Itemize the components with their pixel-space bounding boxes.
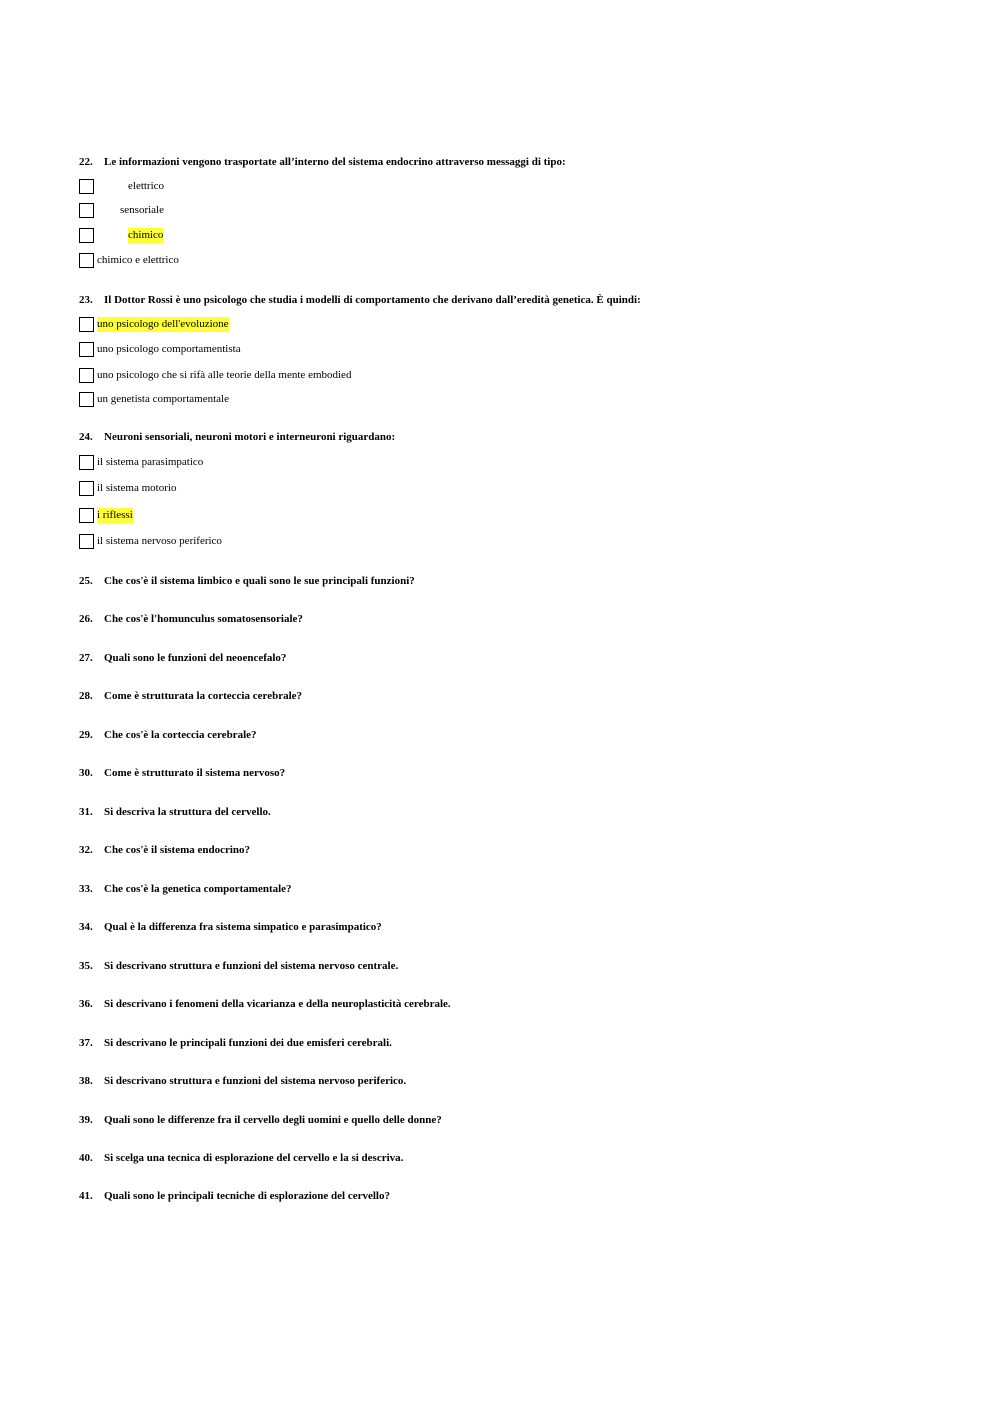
question-text: Si descrivano i fenomeni della vicarianza e della neuroplasticità cerebrale. bbox=[104, 998, 451, 1010]
question-number: 40. bbox=[79, 1152, 93, 1164]
option-label: chimico e elettrico bbox=[97, 254, 179, 266]
question-number: 24. bbox=[79, 431, 93, 443]
question-text: Che cos'è il sistema endocrino? bbox=[104, 844, 251, 856]
open-question-27 bbox=[79, 651, 286, 665]
question-text: Il Dottor Rossi è uno psicologo che studia i modelli di comportamento che derivano dall’eredità genetica. È quindi: bbox=[104, 294, 641, 306]
open-question-26 bbox=[79, 612, 303, 626]
question-number: 38. bbox=[79, 1075, 93, 1087]
open-question-40 bbox=[79, 1151, 403, 1165]
option-label-highlighted: chimico bbox=[128, 229, 164, 241]
open-question-28 bbox=[79, 689, 302, 703]
question-number: 22. bbox=[79, 156, 93, 168]
option-label-highlighted: uno psicologo dell'evoluzione bbox=[97, 318, 229, 330]
question-number: 23. bbox=[79, 294, 93, 306]
question-number: 39. bbox=[79, 1114, 93, 1126]
question-number: 25. bbox=[79, 575, 93, 587]
question-number: 37. bbox=[79, 1037, 93, 1049]
question-number: 34. bbox=[79, 921, 93, 933]
checkbox[interactable] bbox=[79, 203, 94, 218]
question-number: 41. bbox=[79, 1190, 93, 1202]
option-label: uno psicologo che si rifà alle teorie della mente embodied bbox=[97, 369, 352, 381]
checkbox[interactable] bbox=[79, 534, 94, 549]
open-question-38 bbox=[79, 1074, 406, 1088]
checkbox[interactable] bbox=[79, 179, 94, 194]
question-text: Che cos'è la genetica comportamentale? bbox=[104, 883, 292, 895]
question-text: Come è strutturato il sistema nervoso? bbox=[104, 767, 286, 779]
question-number: 27. bbox=[79, 652, 93, 664]
open-question-36 bbox=[79, 997, 451, 1011]
question-23-title bbox=[79, 293, 641, 307]
checkbox[interactable] bbox=[79, 508, 94, 523]
open-question-39 bbox=[79, 1113, 442, 1127]
checkbox[interactable] bbox=[79, 392, 94, 407]
checkbox[interactable] bbox=[79, 253, 94, 268]
checkbox[interactable] bbox=[79, 368, 94, 383]
option-label: sensoriale bbox=[120, 204, 164, 216]
question-text: Si descrivano struttura e funzioni del sistema nervoso centrale. bbox=[104, 960, 399, 972]
question-number: 28. bbox=[79, 690, 93, 702]
open-question-34 bbox=[79, 920, 382, 934]
question-text: Si descriva la struttura del cervello. bbox=[104, 806, 271, 818]
question-number: 32. bbox=[79, 844, 93, 856]
question-number: 29. bbox=[79, 729, 93, 741]
question-text: Quali sono le principali tecniche di esplorazione del cervello? bbox=[104, 1190, 390, 1202]
open-question-30 bbox=[79, 766, 285, 780]
open-question-31 bbox=[79, 805, 271, 819]
question-number: 26. bbox=[79, 613, 93, 625]
question-text: Neuroni sensoriali, neuroni motori e interneuroni riguardano: bbox=[104, 431, 396, 443]
question-text: Che cos'è l'homunculus somatosensoriale? bbox=[104, 613, 303, 625]
checkbox[interactable] bbox=[79, 455, 94, 470]
option-label: elettrico bbox=[128, 180, 165, 192]
question-22-title bbox=[79, 155, 566, 169]
option-label: uno psicologo comportamentista bbox=[97, 343, 241, 355]
question-number: 30. bbox=[79, 767, 93, 779]
question-text: Che cos'è il sistema limbico e quali sono le sue principali funzioni? bbox=[104, 575, 415, 587]
option-label: il sistema nervoso periferico bbox=[97, 535, 222, 547]
open-question-29 bbox=[79, 728, 257, 742]
question-number: 31. bbox=[79, 806, 93, 818]
question-text: Che cos'è la corteccia cerebrale? bbox=[104, 729, 257, 741]
question-24-title bbox=[79, 430, 395, 444]
open-question-35 bbox=[79, 959, 398, 973]
question-number: 35. bbox=[79, 960, 93, 972]
option-label: il sistema parasimpatico bbox=[97, 456, 204, 468]
open-question-41 bbox=[79, 1189, 390, 1203]
question-number: 33. bbox=[79, 883, 93, 895]
checkbox[interactable] bbox=[79, 481, 94, 496]
question-text: Si descrivano struttura e funzioni del sistema nervoso periferico. bbox=[104, 1075, 407, 1087]
open-question-37 bbox=[79, 1036, 392, 1050]
open-question-32 bbox=[79, 843, 250, 857]
question-text: Quali sono le differenze fra il cervello degli uomini e quello delle donne? bbox=[104, 1114, 442, 1126]
checkbox[interactable] bbox=[79, 342, 94, 357]
question-number: 36. bbox=[79, 998, 93, 1010]
question-text: Le informazioni vengono trasportate all’interno del sistema endocrino attraverso messaggi di tipo: bbox=[104, 156, 566, 168]
open-question-33 bbox=[79, 882, 292, 896]
option-label: il sistema motorio bbox=[97, 482, 177, 494]
option-label-highlighted: i riflessi bbox=[97, 509, 133, 521]
question-text: Si scelga una tecnica di esplorazione del cervello e la si descriva. bbox=[104, 1152, 404, 1164]
checkbox[interactable] bbox=[79, 228, 94, 243]
checkbox[interactable] bbox=[79, 317, 94, 332]
question-text: Quali sono le funzioni del neoencefalo? bbox=[104, 652, 287, 664]
question-text: Come è strutturata la corteccia cerebrale? bbox=[104, 690, 303, 702]
question-text: Si descrivano le principali funzioni dei due emisferi cerebrali. bbox=[104, 1037, 392, 1049]
open-question-25 bbox=[79, 574, 415, 588]
question-text: Qual è la differenza fra sistema simpatico e parasimpatico? bbox=[104, 921, 382, 933]
option-label: un genetista comportamentale bbox=[97, 393, 229, 405]
